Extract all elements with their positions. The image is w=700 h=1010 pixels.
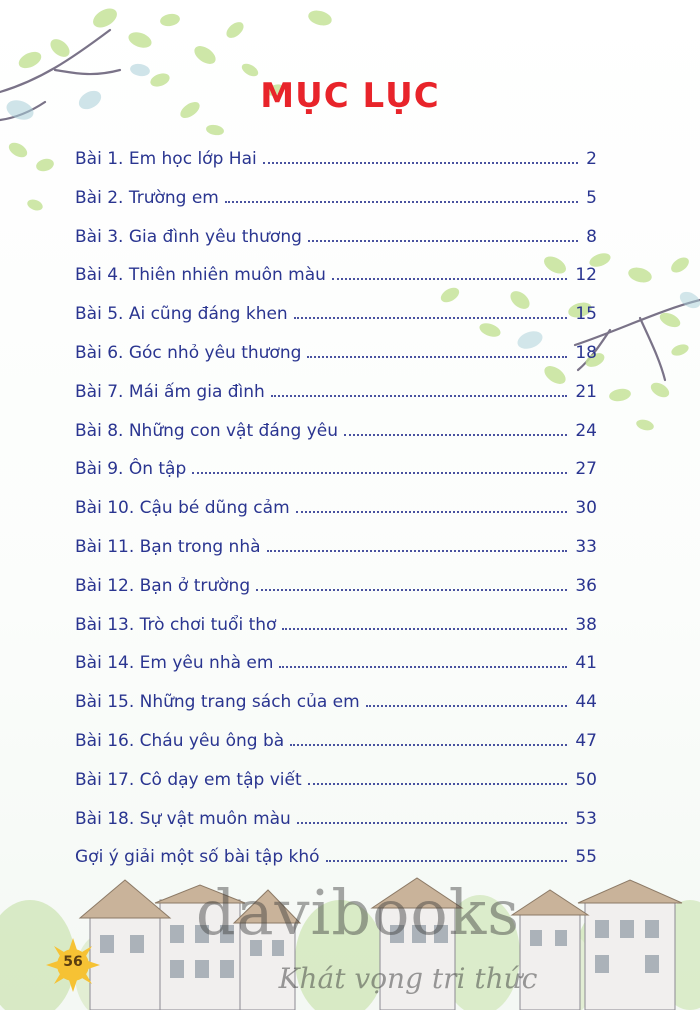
toc-entry-label: Bài 7. Mái ấm gia đình — [75, 381, 265, 402]
toc-entry-label: Bài 9. Ôn tập — [75, 459, 187, 480]
toc-dot-leader — [308, 783, 568, 785]
toc-entry-page: 53 — [575, 808, 597, 829]
toc-entry-label: Bài 3. Gia đình yêu thương — [75, 226, 302, 247]
toc-entry — [75, 683, 597, 722]
toc-entry-page: 15 — [575, 304, 597, 325]
toc-entry — [75, 373, 597, 412]
toc-entry-label: Bài 4. Thiên nhiên muôn màu — [75, 265, 326, 286]
toc-entry-label: Bài 10. Cậu bé dũng cảm — [75, 498, 290, 519]
toc-entry — [75, 412, 597, 451]
toc-entry — [75, 334, 597, 373]
toc-entry-page: 24 — [575, 420, 597, 441]
toc-dot-leader — [282, 628, 567, 630]
toc-entry — [75, 450, 597, 489]
toc-entry — [75, 528, 597, 567]
toc-entry-label: Bài 2. Trường em — [75, 187, 219, 208]
toc-entry — [75, 800, 597, 839]
table-of-contents — [75, 140, 597, 877]
toc-entry — [75, 256, 597, 295]
toc-entry-page: 33 — [575, 536, 597, 557]
toc-entry-label: Bài 13. Trò chơi tuổi thơ — [75, 614, 277, 635]
toc-entry-page: 38 — [575, 614, 597, 635]
toc-entry-page: 5 — [586, 187, 597, 208]
toc-dot-leader — [308, 240, 578, 242]
toc-entry — [75, 606, 597, 645]
toc-dot-leader — [279, 666, 567, 668]
toc-entry-page: 8 — [586, 226, 597, 247]
toc-entry-label: Bài 8. Những con vật đáng yêu — [75, 420, 339, 441]
toc-dot-leader — [326, 860, 568, 862]
toc-entry-label: Bài 1. Em học lớp Hai — [75, 149, 257, 169]
toc-entry — [75, 218, 597, 257]
toc-dot-leader — [344, 434, 567, 436]
toc-dot-leader — [290, 744, 567, 746]
page-number: 56 — [63, 954, 83, 970]
toc-entry — [75, 179, 597, 218]
toc-entry-page: 30 — [575, 498, 597, 519]
toc-dot-leader — [332, 278, 567, 280]
toc-dot-leader — [192, 472, 567, 474]
toc-entry — [75, 295, 597, 334]
toc-dot-leader — [263, 162, 578, 164]
toc-entry — [75, 838, 597, 877]
toc-entry-page: 18 — [575, 342, 597, 363]
toc-entry — [75, 761, 597, 800]
toc-entry-page: 55 — [575, 847, 597, 868]
toc-entry-page: 27 — [575, 459, 597, 480]
toc-entry-page: 2 — [586, 149, 597, 169]
toc-entry-page: 12 — [575, 265, 597, 286]
page-title: MỤC LỤC — [260, 76, 440, 116]
toc-entry-label: Bài 12. Bạn ở trường — [75, 575, 251, 596]
toc-entry-label: Bài 11. Bạn trong nhà — [75, 536, 261, 557]
toc-entry-page: 50 — [575, 769, 597, 790]
toc-dot-leader — [271, 395, 568, 397]
toc-entry — [75, 140, 597, 179]
toc-dot-leader — [296, 511, 568, 513]
toc-entry-label: Bài 14. Em yêu nhà em — [75, 653, 274, 674]
toc-entry-label: Bài 18. Sự vật muôn màu — [75, 808, 291, 829]
toc-entry-label: Bài 17. Cô dạy em tập viết — [75, 769, 302, 790]
toc-dot-leader — [256, 589, 567, 591]
toc-entry — [75, 644, 597, 683]
toc-entry — [75, 567, 597, 606]
toc-entry-page: 36 — [575, 575, 597, 596]
toc-entry-page: 41 — [575, 653, 597, 674]
watermark-slogan: Khát vọng tri thức — [278, 962, 538, 995]
toc-entry-page: 47 — [575, 730, 597, 751]
toc-entry-page: 21 — [575, 381, 597, 402]
toc-entry-label: Bài 5. Ai cũng đáng khen — [75, 304, 288, 325]
toc-entry-label: Gợi ý giải một số bài tập khó — [75, 847, 320, 868]
toc-entry-label: Bài 15. Những trang sách của em — [75, 692, 360, 713]
toc-dot-leader — [307, 356, 567, 358]
toc-dot-leader — [267, 550, 568, 552]
toc-entry — [75, 489, 597, 528]
toc-entry-label: Bài 16. Cháu yêu ông bà — [75, 730, 285, 751]
toc-entry — [75, 722, 597, 761]
toc-dot-leader — [366, 705, 568, 707]
toc-entry-label: Bài 6. Góc nhỏ yêu thương — [75, 342, 302, 363]
toc-dot-leader — [297, 822, 568, 824]
toc-entry-page: 44 — [575, 692, 597, 713]
watermark-brand: davibooks — [195, 876, 521, 949]
toc-dot-leader — [294, 317, 568, 319]
toc-dot-leader — [225, 201, 578, 203]
